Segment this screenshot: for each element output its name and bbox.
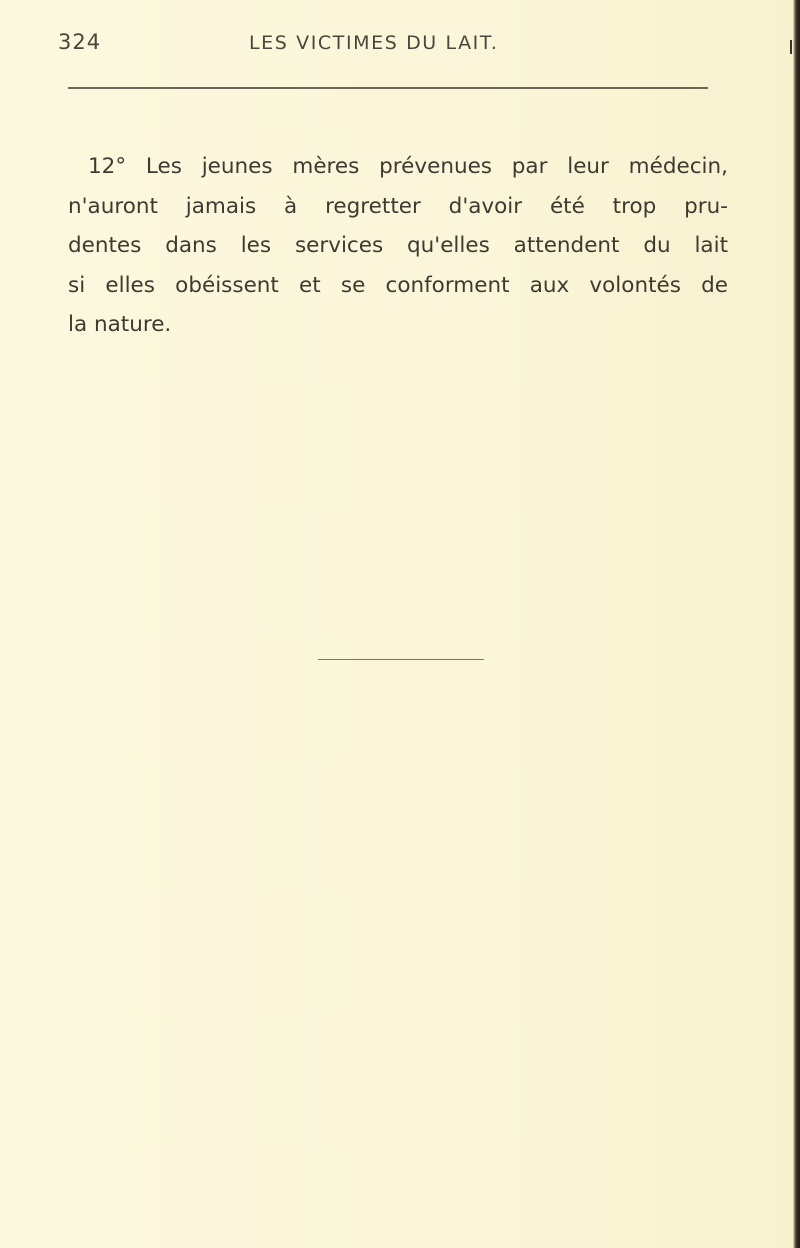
- paragraph-item-12: [68, 147, 728, 345]
- text-line-5: la nature.: [68, 312, 172, 337]
- page-edge-speck: [790, 40, 792, 54]
- text-line-2: n'auront jamais à regretter d'avoir été trop pru-: [68, 193, 728, 219]
- header-rule: [68, 87, 708, 89]
- text-line-1: 12° Les jeunes mères prévenues par leur médecin,: [88, 154, 728, 179]
- text-line-4: si elles obéissent et se conforment aux volontés de: [68, 272, 728, 298]
- text-line-3: dentes dans les services qu'elles attendent du lait: [68, 233, 728, 258]
- page-edge-shadow: [793, 0, 800, 1248]
- page-number: 324: [58, 30, 102, 54]
- running-title: LES VICTIMES DU LAIT.: [249, 32, 499, 54]
- end-rule: [318, 659, 484, 660]
- page-header: [58, 30, 718, 62]
